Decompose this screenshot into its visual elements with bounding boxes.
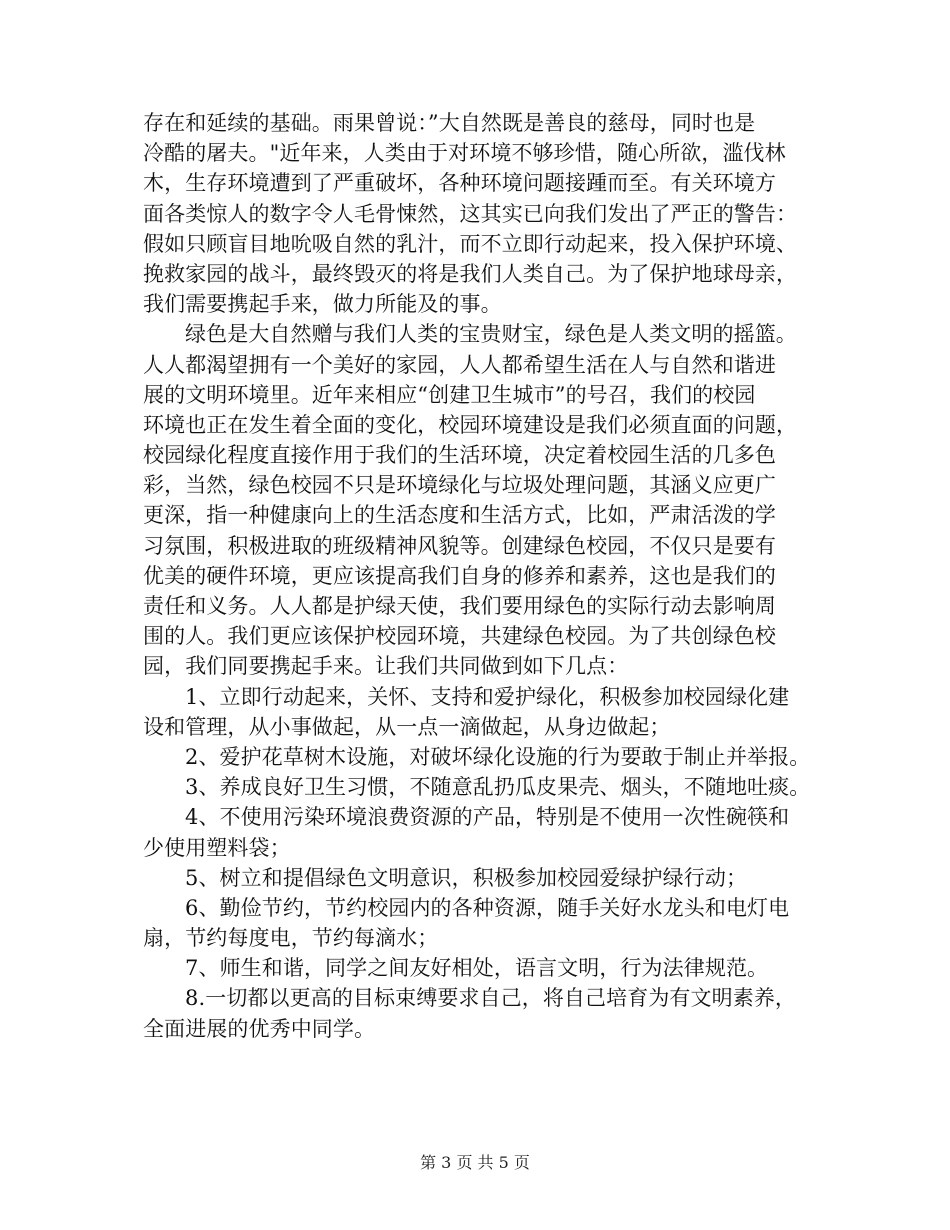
text-line: 环境也正在发生着全面的变化，校园环境建设是我们必须直面的问题， (143, 412, 798, 437)
text-line: 木，生存环境遭到了严重破坏，各种环境问题接踵而至。有关环境方 (143, 171, 776, 196)
text-line: 责任和义务。人人都是护绿天使，我们要用绿色的实际行动去影响周 (143, 594, 776, 618)
text-line: 冷酷的屠夫。"近年来，人类由于对环境不够珍惜，随心所欲，滥伐林 (143, 141, 786, 166)
text-line: 更深，指一种健康向上的生活态度和生活方式，比如，严肃活泼的学 (143, 503, 776, 528)
text-line: 人人都渴望拥有一个美好的家园，人人都希望生活在人与自然和谐进 (143, 352, 776, 377)
page-number-footer: 第 3 页 共 5 页 (420, 1153, 530, 1172)
text-line: 展的文明环境里。近年来相应“创建卫生城市”的号召，我们的校园 (143, 382, 756, 407)
document-body (143, 108, 811, 1044)
text-line: 面各类惊人的数字令人毛骨悚然，这其实已向我们发出了严正的警告： (143, 201, 798, 226)
text-line: 全面进展的优秀中同学。 (143, 1016, 376, 1041)
text-line: 彩，当然，绿色校园不只是环境绿化与垃圾处理问题，其涵义应更广 (143, 473, 776, 498)
text-line: 园，我们同要携起手来。让我们共同做到如下几点： (143, 654, 629, 679)
text-line: 扇，节约每度电，节约每滴水； (143, 926, 439, 951)
text-line: 少使用塑料袋； (143, 835, 291, 860)
text-line: 绿色是大自然赠与我们人类的宝贵财宝，绿色是人类文明的摇篮。 (185, 322, 797, 347)
text-line: 设和管理，从小事做起，从一点一滴做起，从身边做起； (143, 714, 671, 739)
text-line: 挽救家园的战斗，最终毁灭的将是我们人类自己。为了保护地球母亲， (143, 261, 798, 286)
text-line: 1、立即行动起来，关怀、支持和爱护绿化，积极参加校园绿化建 (185, 684, 790, 709)
text-line: 优美的硬件环境，更应该提高我们自身的修养和素养，这也是我们的 (143, 563, 776, 588)
text-line: 3、养成良好卫生习惯，不随意乱扔瓜皮果壳、烟头，不随地吐痰。 (185, 775, 811, 800)
text-line: 习氛围，积极进取的班级精神风貌等。创建绿色校园，不仅只是要有 (143, 533, 776, 558)
text-line: 我们需要携起手来，做力所能及的事。 (143, 292, 502, 317)
text-line: 8.一切都以更高的目标束缚要求自己，将自己培育为有文明素养， (185, 986, 797, 1011)
text-line: 假如只顾盲目地吮吸自然的乳汁，而不立即行动起来，投入保护环境、 (143, 231, 798, 256)
text-line: 6、勤俭节约，节约校园内的各种资源，随手关好水龙头和电灯电 (185, 895, 790, 920)
text-line: 存在和延续的基础。雨果曾说：”大自然既是善良的慈母，同时也是 (143, 111, 756, 135)
text-line: 围的人。我们更应该保护校园环境，共建绿色校园。为了共创绿色校 (143, 624, 776, 649)
text-line: 4、不使用污染环境浪费资源的产品，特别是不使用一次性碗筷和 (185, 805, 790, 830)
text-line: 5、树立和提倡绿色文明意识，积极参加校园爱绿护绿行动； (185, 865, 748, 890)
text-line: 校园绿化程度直接作用于我们的生活环境，决定着校园生活的几多色 (143, 443, 776, 468)
text-line: 2、爱护花草树木设施，对破坏绿化设施的行为要敢于制止并举报。 (185, 744, 811, 769)
text-line: 7、师生和谐，同学之间友好相处，语言文明，行为法律规范。 (185, 956, 769, 981)
